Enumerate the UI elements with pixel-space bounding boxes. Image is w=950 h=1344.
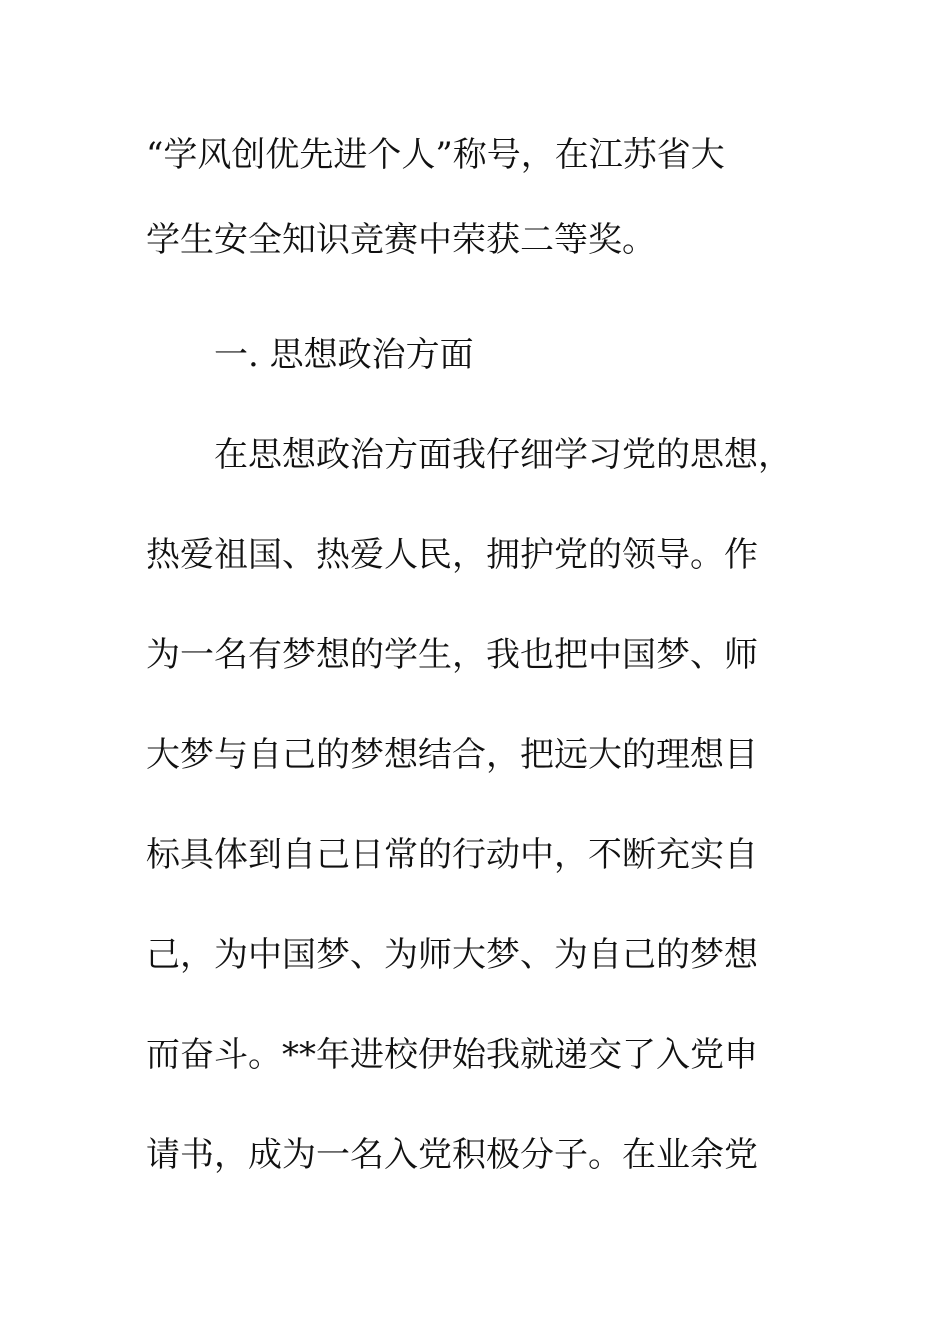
paragraph-line: “学风创优先进个人”称号，在江苏省大	[146, 135, 725, 175]
paragraph-line: 热爱祖国、热爱人民，拥护党的领导。作	[146, 535, 758, 575]
paragraph-line: 标具体到自己日常的行动中，不断充实自	[146, 835, 758, 875]
paragraph-line: 请书，成为一名入党积极分子。在业余党	[146, 1135, 758, 1175]
paragraph-line: 而奋斗。**年进校伊始我就递交了入党申	[146, 1035, 758, 1075]
section-heading: 一. 思想政治方面	[214, 335, 474, 375]
paragraph-line: 学生安全知识竞赛中荣获二等奖。	[146, 220, 656, 260]
paragraph-line: 为一名有梦想的学生，我也把中国梦、师	[146, 635, 758, 675]
paragraph-line: 己，为中国梦、为师大梦、为自己的梦想	[146, 935, 758, 975]
paragraph-line: 在思想政治方面我仔细学习党的思想，	[214, 435, 792, 475]
paragraph-line: 大梦与自己的梦想结合，把远大的理想目	[146, 735, 758, 775]
